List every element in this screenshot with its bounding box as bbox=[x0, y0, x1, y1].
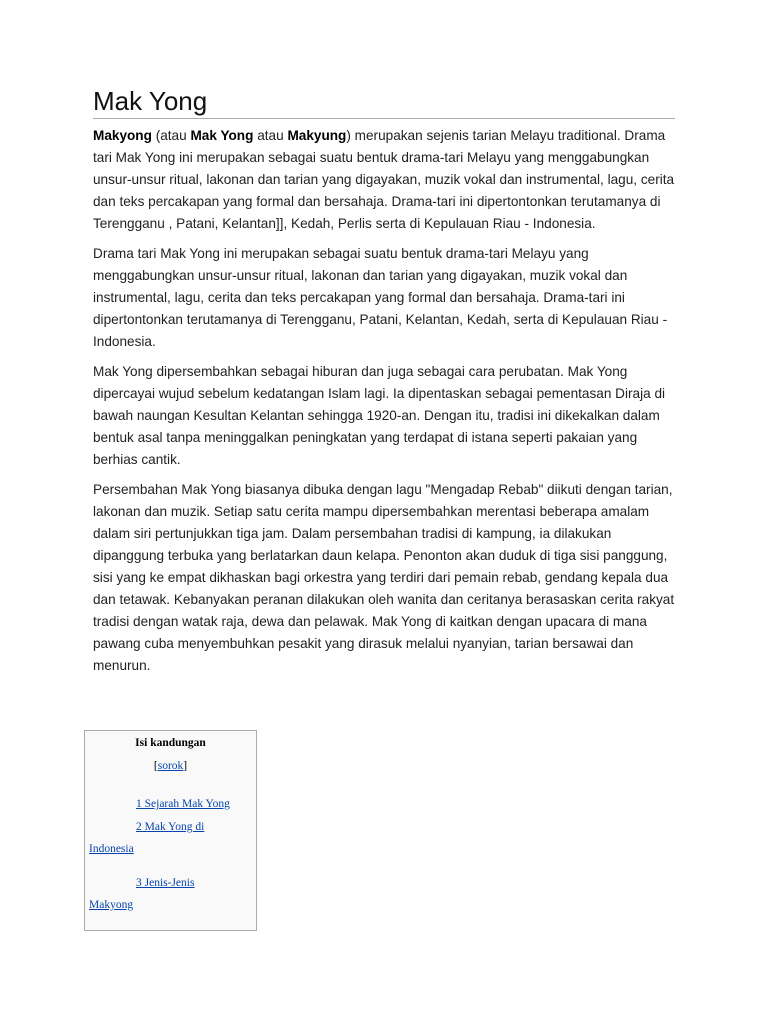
paragraph-history: Mak Yong dipersembahkan sebagai hiburan dan juga sebagai cara perubatan. Mak Yong dipercayai wujud sebelum kedatangan Islam lagi. Ia dipentaskan sebagai pementasan Diraja di bawah naungan Kesultan Kelantan sehingga 1920-an. Dengan itu, tradisi ini dikekalkan dalam bentuk asal tanpa meninggalkan peningkatan yang terdapat di istana seperti pakaian yang berhias cantik. bbox=[93, 364, 666, 467]
table-of-contents bbox=[84, 730, 257, 931]
toc-item-indonesia[interactable]: 2 Mak Yong di bbox=[136, 821, 205, 833]
intro-text-2: atau bbox=[253, 128, 288, 143]
page-title: Mak Yong bbox=[93, 84, 675, 119]
toc-title: Isi kandungan bbox=[135, 737, 206, 749]
toc-bracket-open: [ bbox=[153, 760, 158, 772]
toc-bracket-close: ] bbox=[183, 760, 188, 772]
toc-item-jenis-cont[interactable]: Makyong bbox=[89, 899, 134, 911]
toc-item-indonesia-cont[interactable]: Indonesia bbox=[89, 843, 134, 855]
term-makyung: Makyung bbox=[287, 128, 347, 143]
intro-paragraph bbox=[93, 125, 683, 235]
term-makyong: Makyong bbox=[93, 128, 152, 143]
term-mak-yong: Mak Yong bbox=[190, 128, 254, 143]
toc-toggle bbox=[85, 760, 256, 772]
toc-hide-link[interactable]: sorok bbox=[157, 760, 184, 772]
intro-text-1: (atau bbox=[151, 128, 191, 143]
paragraph-drama: Drama tari Mak Yong ini merupakan sebagai suatu bentuk drama-tari Melayu yang menggabungkan unsur-unsur ritual, lakonan dan tarian yang digayakan, muzik vokal dan instrumental, lagu, cerita dan teks percakapan yang formal dan bersahaja. Drama-tari ini dipertontonkan terutamanya di Terengganu, Patani, Kelantan, Kedah, serta di Kepulauan Riau - Indonesia. bbox=[93, 246, 668, 349]
toc-item-jenis[interactable]: 3 Jenis-Jenis bbox=[136, 877, 195, 889]
paragraph-performance: Persembahan Mak Yong biasanya dibuka dengan lagu "Mengadap Rebab" diikuti dengan tarian, lakonan dan muzik. Setiap satu cerita mampu dipersembahkan merentasi beberapa amalam dalam siri pertunjukkan tiga jam. Dalam persembahan tradisi di kampung, ia dilakukan dipanggung terbuka yang berlatarkan daun kelapa. Penonton akan duduk di tiga sisi panggung, sisi yang ke empat dikhaskan bagi orkestra yang terdiri dari pemain rebab, gendang kepala dua dan tetawak. Kebanyakan peranan dilakukan oleh wanita dan ceritanya berasaskan cerita rakyat tradisi dengan watak raja, dewa dan pelawak. Mak Yong di kaitkan dengan upacara di mana pawang cuba menyembuhkan pesakit yang dirasuk melalui nyanyian, tarian bersawai dan menurun. bbox=[93, 482, 675, 673]
intro-text-3: ) merupakan sejenis tarian Melayu traditional. Drama tari Mak Yong ini merupakan sebagai suatu bentuk drama-tari Melayu yang menggabungkan unsur-unsur ritual, lakonan dan tarian yang digayakan, muzik vokal dan instrumental, lagu, cerita dan teks percakapan yang formal dan bersahaja. Drama-tari ini dipertontonkan terutamanya di Terengganu , Patani, Kelantan]], Kedah, Perlis serta di Kepulauan Riau - Indonesia. bbox=[93, 128, 675, 231]
toc-item-sejarah[interactable]: 1 Sejarah Mak Yong bbox=[136, 798, 230, 810]
article-body bbox=[93, 125, 683, 685]
